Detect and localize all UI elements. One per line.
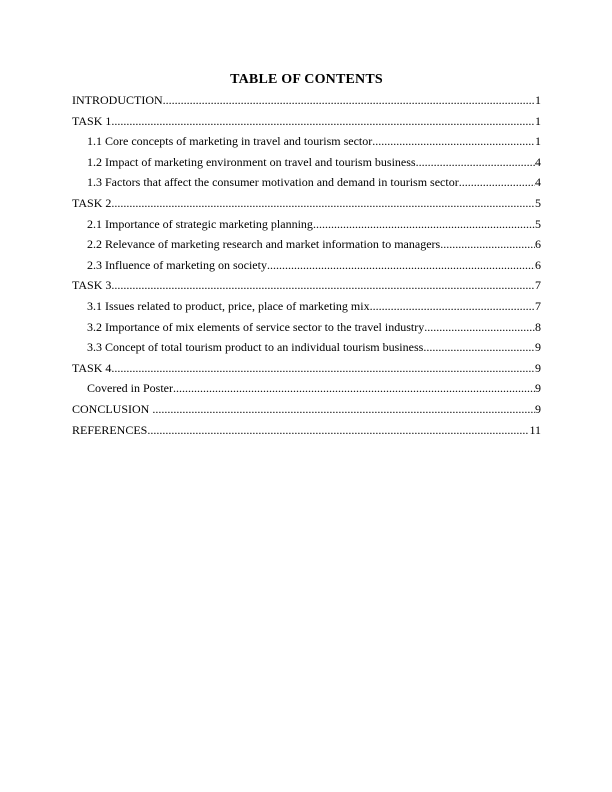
- toc-entry-label: 2.1 Importance of strategic marketing planning: [87, 216, 313, 231]
- toc-entry-label: TASK 1: [72, 113, 112, 128]
- toc-entry-page: 9: [535, 360, 541, 375]
- toc-dot-leader: [173, 378, 535, 399]
- toc-entry[interactable]: [72, 296, 541, 317]
- toc-dot-leader: [111, 358, 535, 379]
- toc-entry-page: 1: [535, 93, 541, 107]
- toc-entry-page: 11: [529, 422, 541, 437]
- toc-entry[interactable]: [72, 214, 541, 235]
- toc-entry-label: TASK 2: [72, 195, 112, 210]
- toc-dot-leader: [372, 131, 535, 152]
- toc-dot-leader: [313, 214, 535, 235]
- toc-entry[interactable]: [72, 420, 541, 441]
- toc-entry-page: 1: [535, 113, 541, 128]
- toc-entry-page: 1: [535, 134, 541, 149]
- toc-entry-label: CONCLUSION: [72, 401, 153, 416]
- toc-entry[interactable]: [72, 317, 541, 338]
- toc-entry-label: 3.3 Concept of total tourism product to an individual tourism business: [87, 340, 424, 355]
- toc-entry[interactable]: [72, 275, 541, 296]
- toc-entry-page: 7: [535, 278, 541, 293]
- toc-entry-page: 6: [535, 237, 541, 252]
- toc-entry[interactable]: [72, 172, 541, 193]
- toc-entry-label: Covered in Poster: [87, 381, 173, 396]
- toc-entry[interactable]: [72, 255, 541, 276]
- toc-entry-page: 9: [535, 381, 541, 396]
- toc-entry-label: 2.2 Relevance of marketing research and market information to managers: [87, 237, 441, 252]
- toc-entry-label: 3.1 Issues related to product, price, place of marketing mix: [87, 298, 370, 313]
- toc-entry[interactable]: [72, 111, 541, 132]
- toc-entry-page: 7: [535, 298, 541, 313]
- toc-entry-label: REFERENCES: [72, 422, 148, 437]
- page-title: TABLE OF CONTENTS: [230, 72, 383, 87]
- toc-entry[interactable]: [72, 193, 541, 214]
- toc-entry-label: 1.3 Factors that affect the consumer motivation and demand in tourism sector: [87, 175, 459, 190]
- toc-dot-leader: [370, 296, 535, 317]
- toc-entry[interactable]: [72, 90, 541, 111]
- toc-entry-label: TASK 4: [72, 360, 112, 375]
- toc-dot-leader: [267, 255, 535, 276]
- toc-entry[interactable]: [72, 234, 541, 255]
- toc-entry[interactable]: [72, 131, 541, 152]
- toc-entry[interactable]: [72, 378, 541, 399]
- toc-entry-page: 5: [535, 216, 541, 231]
- toc-dot-leader: [111, 275, 535, 296]
- toc-dot-leader: [163, 90, 535, 111]
- toc-dot-leader: [416, 152, 535, 173]
- toc-entry-page: 9: [535, 340, 541, 355]
- toc-entry-label: INTRODUCTION: [72, 93, 163, 107]
- toc-entry[interactable]: [72, 337, 541, 358]
- toc-entry-page: 6: [535, 257, 541, 272]
- toc-dot-leader: [111, 111, 535, 132]
- toc-dot-leader: [459, 172, 535, 193]
- toc-dot-leader: [152, 399, 535, 420]
- toc-dot-leader: [423, 337, 535, 358]
- toc-entry-page: 4: [535, 154, 541, 169]
- toc-entry-page: 5: [535, 195, 541, 210]
- toc-entry-label: 3.2 Importance of mix elements of service sector to the travel industry: [87, 319, 425, 334]
- toc-dot-leader: [111, 193, 535, 214]
- toc-entry-label: TASK 3: [72, 278, 112, 293]
- toc-dot-leader: [440, 234, 535, 255]
- toc-entry-label: 1.2 Impact of marketing environment on travel and tourism business: [87, 154, 416, 169]
- toc-entry-label: 1.1 Core concepts of marketing in travel and tourism sector: [87, 134, 373, 149]
- toc-entry-label: 2.3 Influence of marketing on society: [87, 257, 267, 272]
- toc-entry-page: 8: [535, 319, 541, 334]
- toc-entry[interactable]: [72, 152, 541, 173]
- toc-entry-page: 4: [535, 175, 541, 190]
- toc-list: [72, 90, 541, 440]
- toc-dot-leader: [424, 317, 535, 338]
- toc-dot-leader: [147, 420, 529, 441]
- toc-entry[interactable]: [72, 358, 541, 379]
- toc-entry-page: 9: [535, 401, 541, 416]
- toc-entry[interactable]: [72, 399, 541, 420]
